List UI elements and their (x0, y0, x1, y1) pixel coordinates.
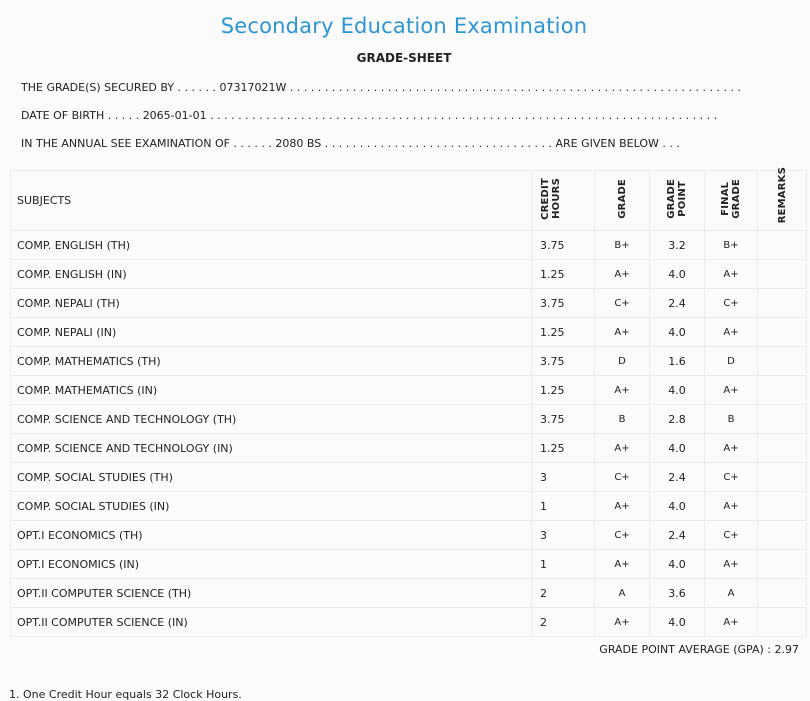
final-grade-cell: A (705, 579, 758, 608)
final-grade-cell: D (705, 347, 758, 376)
table-row (11, 521, 807, 550)
credit-hours-cell: 3 (532, 463, 595, 492)
grade-point-cell: 4.0 (650, 492, 705, 521)
header-grade (595, 171, 650, 231)
grade-cell: A+ (595, 260, 650, 289)
header-grade-point-label: GRADE POINT (666, 179, 688, 220)
subject-cell: COMP. SOCIAL STUDIES (TH) (11, 463, 532, 492)
credit-hours-cell: 1.25 (532, 376, 595, 405)
grade-point-cell: 3.2 (650, 231, 705, 260)
gpa-summary (599, 643, 799, 656)
subject-cell: OPT.II COMPUTER SCIENCE (TH) (11, 579, 532, 608)
table-row (11, 405, 807, 434)
subject-cell: COMP. SCIENCE AND TECHNOLOGY (IN) (11, 434, 532, 463)
remarks-cell (758, 318, 807, 347)
credit-hours-cell: 1.25 (532, 318, 595, 347)
symbol-number: 07317021W (219, 81, 287, 94)
header-final-grade-label: FINAL GRADE (720, 179, 742, 220)
subject-cell: OPT.I ECONOMICS (IN) (11, 550, 532, 579)
subject-cell: COMP. ENGLISH (TH) (11, 231, 532, 260)
header-grade-label: GRADE (616, 179, 628, 220)
info-secured-by (21, 81, 741, 94)
grade-cell: A+ (595, 434, 650, 463)
remarks-cell (758, 608, 807, 637)
table-row (11, 376, 807, 405)
grade-point-cell: 2.4 (650, 463, 705, 492)
header-final-grade (705, 171, 758, 231)
table-row (11, 289, 807, 318)
subject-cell: COMP. SCIENCE AND TECHNOLOGY (TH) (11, 405, 532, 434)
credit-hours-cell: 1 (532, 550, 595, 579)
grade-point-cell: 4.0 (650, 550, 705, 579)
credit-hours-cell: 1.25 (532, 434, 595, 463)
grade-cell: A+ (595, 550, 650, 579)
header-remarks (758, 167, 807, 231)
header-subjects: SUBJECTS (11, 171, 532, 231)
footer-note: 1. One Credit Hour equals 32 Clock Hours. (9, 688, 242, 701)
info-exam (21, 137, 680, 150)
grade-cell: B (595, 405, 650, 434)
final-grade-cell: A+ (705, 550, 758, 579)
table-header-row (11, 171, 807, 231)
table-row (11, 347, 807, 376)
table-row (11, 231, 807, 260)
final-grade-cell: A+ (705, 434, 758, 463)
exam-year: 2080 BS (275, 137, 322, 150)
credit-hours-cell: 3.75 (532, 347, 595, 376)
remarks-cell (758, 492, 807, 521)
grade-point-cell: 4.0 (650, 608, 705, 637)
credit-hours-cell: 2 (532, 579, 595, 608)
grade-cell: A+ (595, 376, 650, 405)
grade-cell: C+ (595, 289, 650, 318)
table-row (11, 608, 807, 637)
dob-value: 2065-01-01 (142, 109, 207, 122)
table-row (11, 492, 807, 521)
header-grade-point (650, 171, 705, 231)
table-row (11, 318, 807, 347)
grade-cell: D (595, 347, 650, 376)
table-row (11, 463, 807, 492)
remarks-cell (758, 550, 807, 579)
final-grade-cell: C+ (705, 463, 758, 492)
table-row (11, 260, 807, 289)
grade-point-cell: 4.0 (650, 376, 705, 405)
grade-cell: C+ (595, 521, 650, 550)
subject-cell: COMP. ENGLISH (IN) (11, 260, 532, 289)
remarks-cell (758, 463, 807, 492)
grade-cell: C+ (595, 463, 650, 492)
page-title: Secondary Education Examination (220, 14, 588, 38)
secured-label: THE GRADE(S) SECURED BY . . . . . . (21, 81, 217, 94)
exam-dots: . . . . . . . . . . . . . . . . . . . . . . . . . . . . . . . . . (324, 137, 553, 150)
final-grade-cell: B (705, 405, 758, 434)
grade-cell: A (595, 579, 650, 608)
subject-cell: COMP. SOCIAL STUDIES (IN) (11, 492, 532, 521)
grade-point-cell: 2.4 (650, 289, 705, 318)
remarks-cell (758, 579, 807, 608)
credit-hours-cell: 2 (532, 608, 595, 637)
remarks-cell (758, 434, 807, 463)
credit-hours-cell: 3.75 (532, 231, 595, 260)
table-row (11, 550, 807, 579)
final-grade-cell: C+ (705, 521, 758, 550)
subject-cell: OPT.II COMPUTER SCIENCE (IN) (11, 608, 532, 637)
gpa-value: 2.97 (774, 643, 799, 656)
remarks-cell (758, 260, 807, 289)
grade-point-cell: 4.0 (650, 434, 705, 463)
final-grade-cell: A+ (705, 492, 758, 521)
credit-hours-cell: 3.75 (532, 289, 595, 318)
header-credit-hours (532, 171, 595, 231)
remarks-cell (758, 347, 807, 376)
dob-dots: . . . . . . . . . . . . . . . . . . . . . . . . . . . . . . . . . . . . . . . . . . . . . . . . . . . . . . . . . . . . . . . . . . . . . . . . . (210, 109, 718, 122)
page-subtitle: GRADE-SHEET (356, 51, 452, 65)
exam-suffix: ARE GIVEN BELOW . . . (555, 137, 680, 150)
grade-point-cell: 4.0 (650, 318, 705, 347)
subject-cell: OPT.I ECONOMICS (TH) (11, 521, 532, 550)
grade-point-cell: 1.6 (650, 347, 705, 376)
remarks-cell (758, 231, 807, 260)
grade-point-cell: 4.0 (650, 260, 705, 289)
final-grade-cell: A+ (705, 318, 758, 347)
subject-cell: COMP. NEPALI (IN) (11, 318, 532, 347)
final-grade-cell: A+ (705, 608, 758, 637)
info-date-of-birth (21, 109, 717, 122)
grade-cell: A+ (595, 318, 650, 347)
final-grade-cell: C+ (705, 289, 758, 318)
credit-hours-cell: 1.25 (532, 260, 595, 289)
grades-table (10, 167, 807, 637)
grade-cell: B+ (595, 231, 650, 260)
credit-hours-cell: 3.75 (532, 405, 595, 434)
grade-cell: A+ (595, 492, 650, 521)
remarks-cell (758, 289, 807, 318)
subject-cell: COMP. NEPALI (TH) (11, 289, 532, 318)
exam-label: IN THE ANNUAL SEE EXAMINATION OF . . . . . . (21, 137, 272, 150)
table-row (11, 579, 807, 608)
grade-point-cell: 3.6 (650, 579, 705, 608)
final-grade-cell: A+ (705, 376, 758, 405)
subject-cell: COMP. MATHEMATICS (TH) (11, 347, 532, 376)
subject-cell: COMP. MATHEMATICS (IN) (11, 376, 532, 405)
gpa-label: GRADE POINT AVERAGE (GPA) : (599, 643, 771, 656)
credit-hours-cell: 1 (532, 492, 595, 521)
grade-cell: A+ (595, 608, 650, 637)
final-grade-cell: A+ (705, 260, 758, 289)
header-credit-hours-label: CREDIT HOURS (540, 178, 562, 221)
header-remarks-label: REMARKS (776, 167, 788, 224)
remarks-cell (758, 376, 807, 405)
grade-point-cell: 2.8 (650, 405, 705, 434)
credit-hours-cell: 3 (532, 521, 595, 550)
remarks-cell (758, 405, 807, 434)
table-row (11, 434, 807, 463)
secured-dots: . . . . . . . . . . . . . . . . . . . . . . . . . . . . . . . . . . . . . . . . . . . . . . . . . . . . . . . . . . . . . . . . . (289, 81, 741, 94)
dob-label: DATE OF BIRTH . . . . . (21, 109, 140, 122)
remarks-cell (758, 521, 807, 550)
grade-point-cell: 2.4 (650, 521, 705, 550)
final-grade-cell: B+ (705, 231, 758, 260)
